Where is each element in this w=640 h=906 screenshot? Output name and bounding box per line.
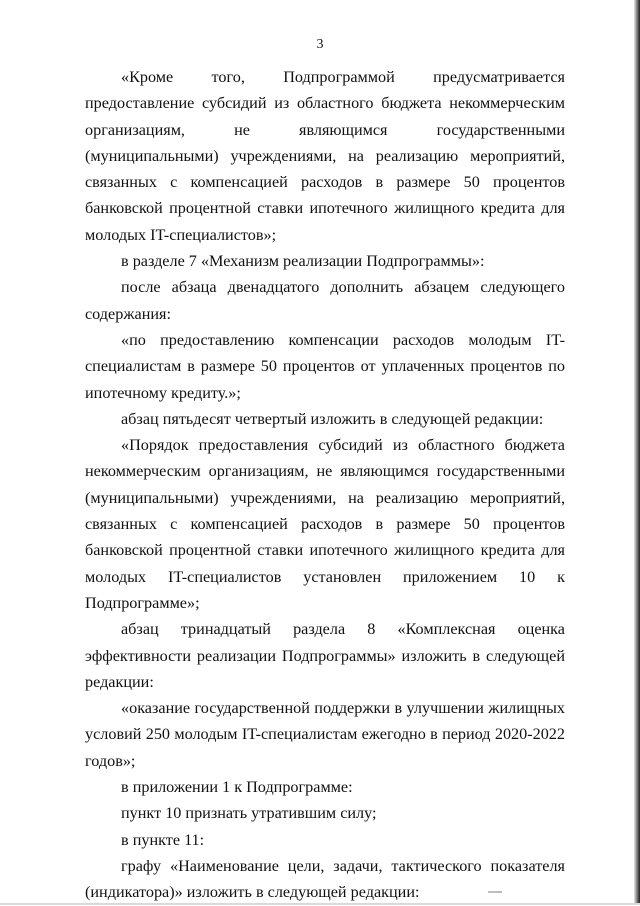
- paragraph-appendix-1: в приложении 1 к Подпрограмме:: [121, 778, 353, 797]
- paragraph-item-10: пункт 10 признать утратившим силу;: [121, 804, 377, 823]
- page-edge-shadow: [634, 0, 640, 905]
- paragraph-section-7: в разделе 7 «Механизм реализации Подпрограммы»:: [121, 252, 485, 271]
- document-body: [85, 64, 565, 906]
- scan-mark: [488, 891, 502, 893]
- paragraph-add-after-12: после абзаца двенадцатого дополнить абзацем следующего содержания:: [85, 278, 565, 323]
- paragraph-54-header: абзац пятьдесят четвертый изложить в следующей редакции:: [121, 409, 544, 428]
- paragraph-support: «оказание государственной поддержки в улучшении жилищных условий 250 молодым IT-специалистам ежегодно в период 2020-2022 годов»;: [85, 699, 565, 770]
- paragraph-column-name: графу «Наименование цели, задачи, тактического показателя (индикатора)» изложить в следующей редакции:: [85, 856, 565, 902]
- paragraph-item-11: в пункте 11:: [121, 830, 205, 849]
- paragraph-section-8: абзац тринадцатый раздела 8 «Комплексная оценка эффективности реализации Подпрограммы» изложить в следующей редакции:: [85, 620, 565, 691]
- paragraph-procedure: «Порядок предоставления субсидий из областного бюджета некоммерческим организациям, не являющимся государственными (муниципальными) учреждениями, на реализацию мероприятий, связанных с компенсацией расходов в размере 50 процентов банковской процентной ставки ипотечного жилищного кредита для молодых IT-специалистов установлен приложением 10 к Подпрограмме»;: [85, 436, 565, 612]
- paragraph-compensation: «по предоставлению компенсации расходов молодым IT-специалистам в размере 50 процентов от уплаченных процентов по ипотечному кредиту.»;: [85, 330, 565, 402]
- page-number: 3: [316, 37, 324, 52]
- paragraph-subsidies: «Кроме того, Подпрограммой предусматривается предоставление субсидий из областного бюджета некоммерческим организациям, не являющимся государственными (муниципальными) учреждениями, на реализацию мероприятий, связанных с компенсацией расходов в размере 50 процентов банковской процентной ставки ипотечного жилищного кредита для молодых IT-специалистов»;: [85, 68, 565, 244]
